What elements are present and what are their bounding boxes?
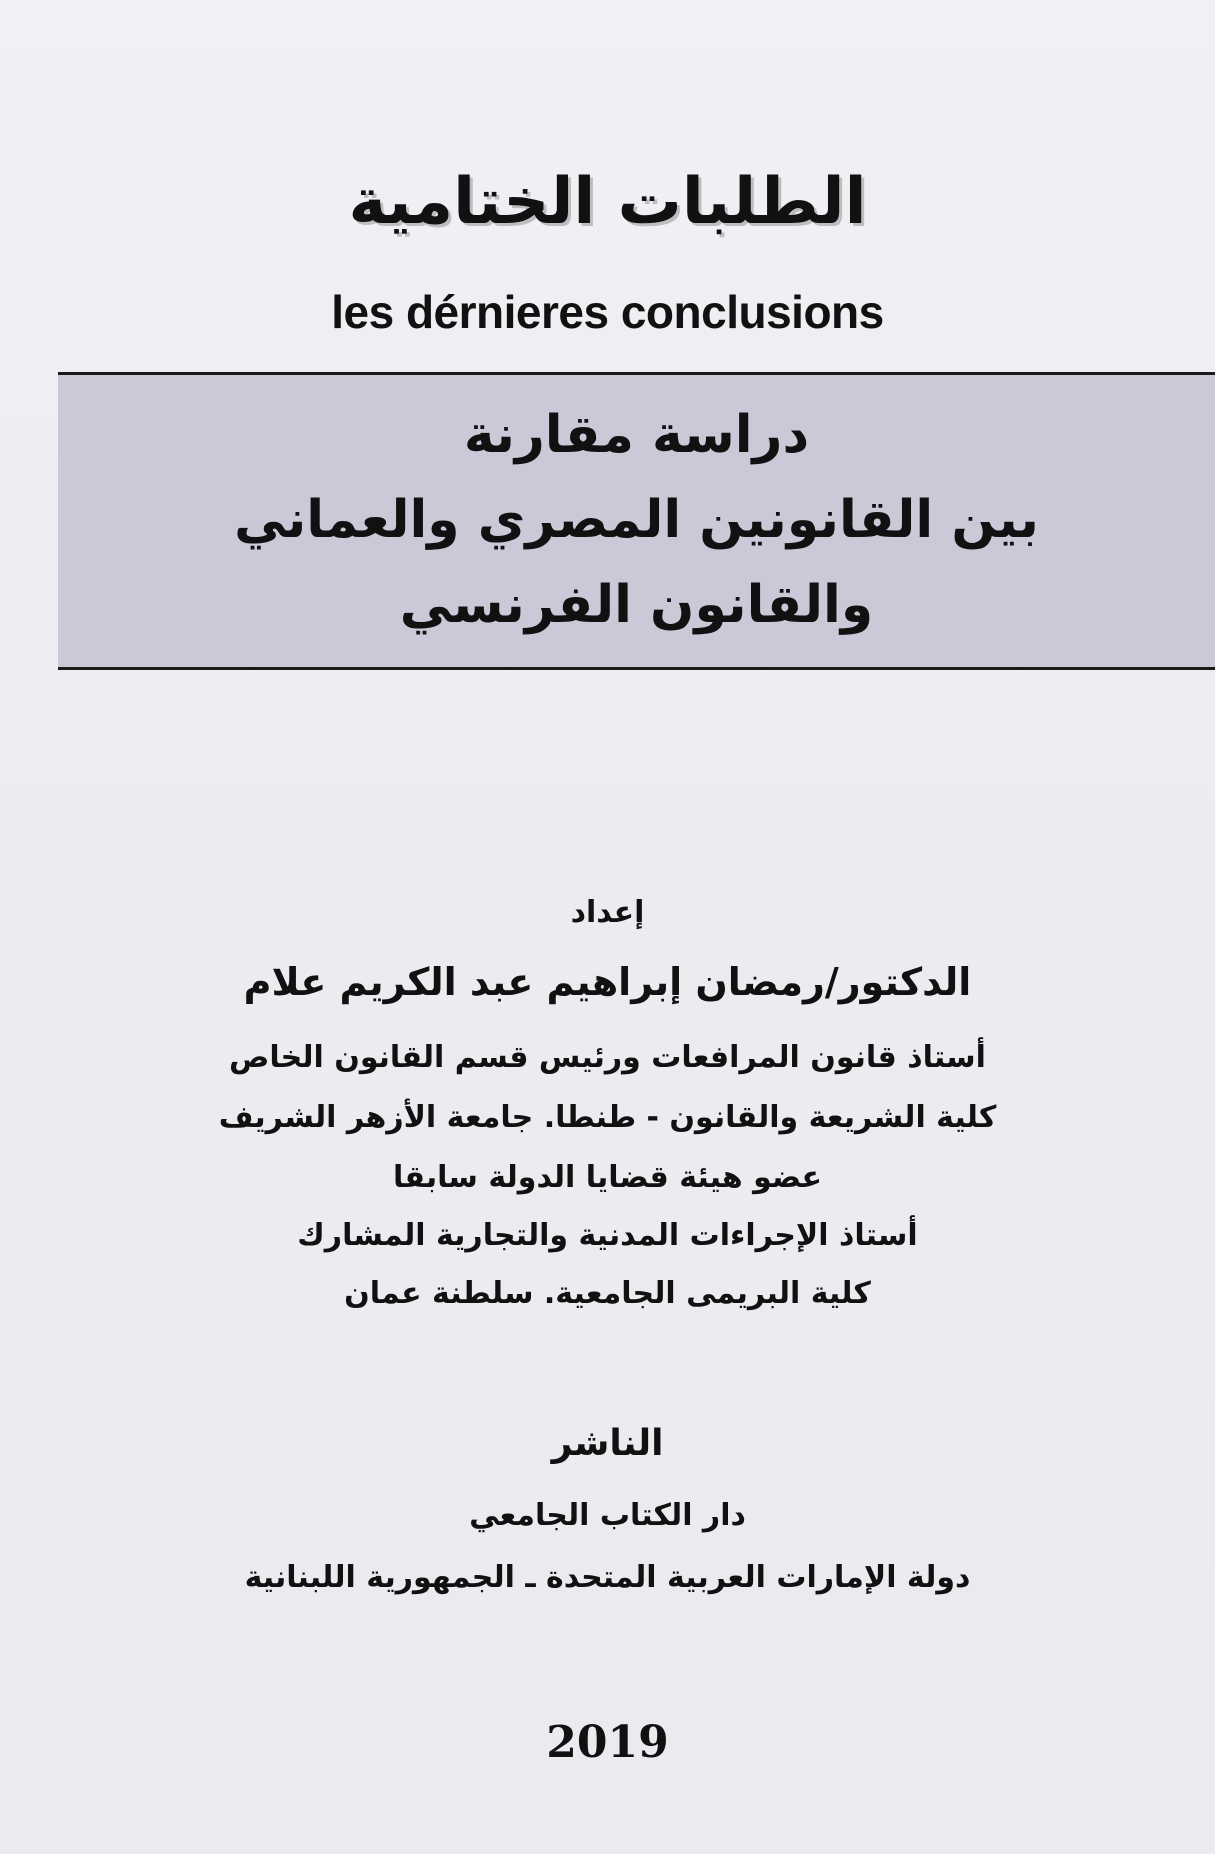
publisher-label: الناشر [551, 1423, 664, 1464]
banner-line-study-type: دراسة مقارنة [463, 405, 810, 465]
banner-line-laws: بين القانونين المصري والعماني [234, 490, 1039, 550]
book-title-french: les dérnieres conclusions [331, 286, 884, 338]
author-position: كلية الشريعة والقانون - طنطا. جامعة الأزهر الشريف [218, 1100, 997, 1135]
author-position: أستاذ قانون المرافعات ورئيس قسم القانون الخاص [229, 1040, 986, 1075]
publisher-countries: دولة الإمارات العربية المتحدة ـ الجمهورية اللبنانية [244, 1560, 971, 1595]
author-name: الدكتور/رمضان إبراهيم عبد الكريم علام [243, 960, 972, 1004]
author-position: كلية البريمى الجامعية. سلطنة عمان [344, 1276, 871, 1311]
banner-line-french-law: والقانون الفرنسي [399, 575, 874, 635]
book-title: الطلبات الختامية [348, 165, 867, 239]
publication-year: 2019 [546, 1717, 669, 1768]
publisher-name: دار الكتاب الجامعي [469, 1498, 746, 1533]
author-position: أستاذ الإجراءات المدنية والتجارية المشارك [297, 1218, 918, 1253]
author-position: عضو هيئة قضايا الدولة سابقا [393, 1160, 822, 1195]
prepared-by-label: إعداد [570, 895, 645, 930]
